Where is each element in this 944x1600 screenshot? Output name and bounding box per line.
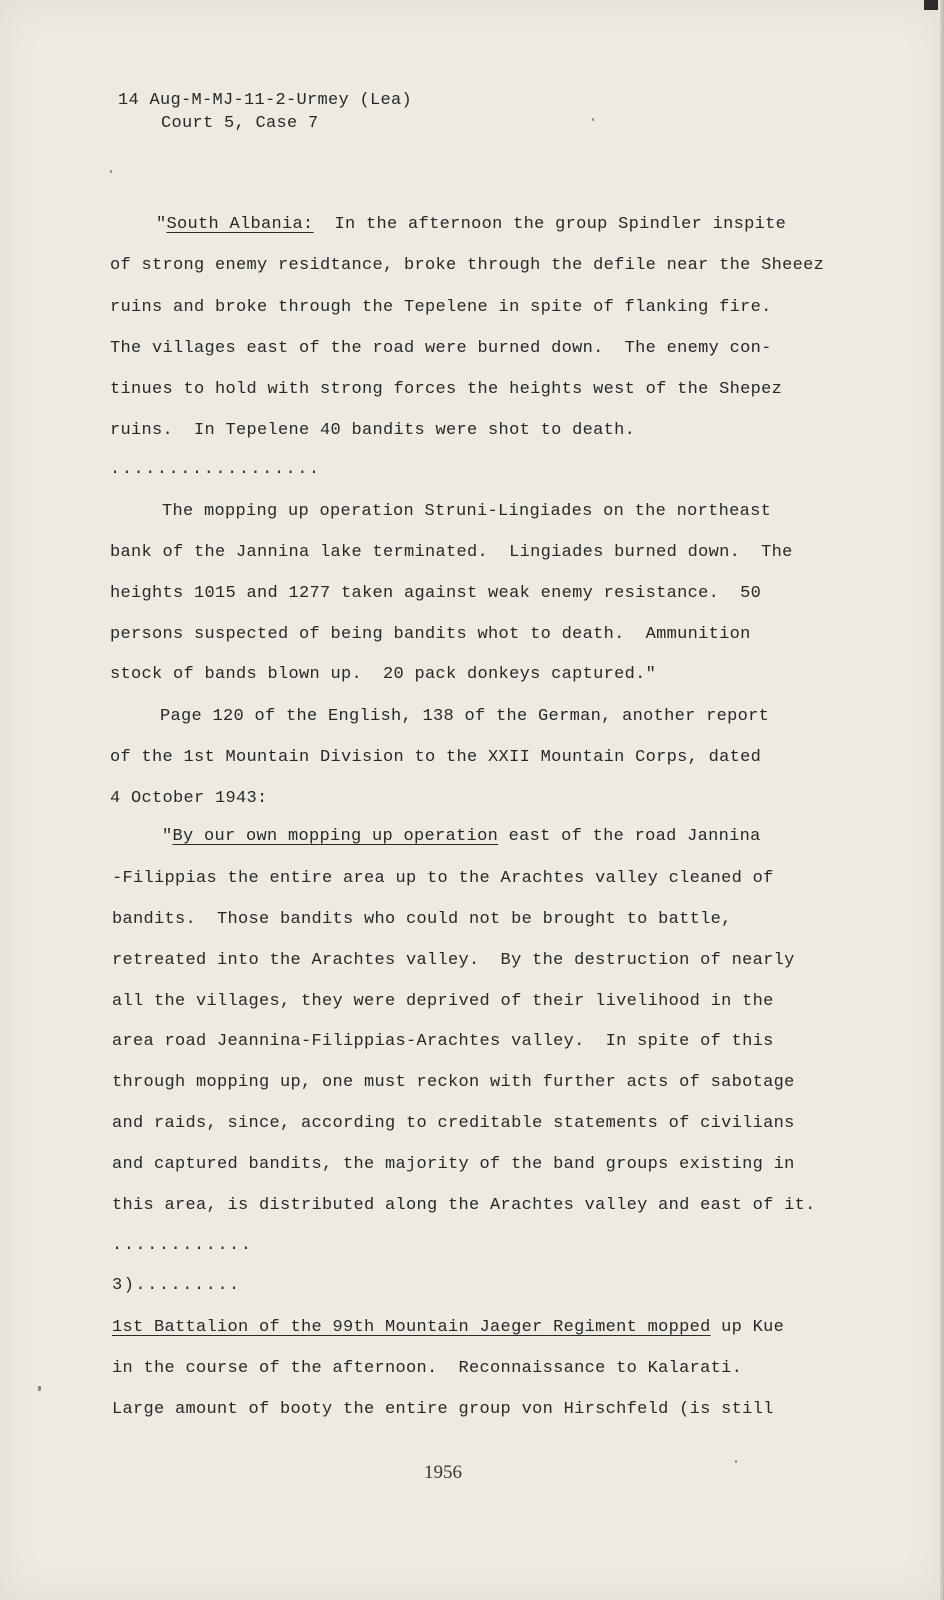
text-line: bandits. Those bandits who could not be brought to battle, <box>112 910 732 929</box>
text-line: of strong enemy residtance, broke through the defile near the Sheeez <box>110 256 825 275</box>
section-heading-south-albania: South Albania: <box>166 215 314 234</box>
text-line: bank of the Jannina lake terminated. Lingiades burned down. The <box>110 543 793 562</box>
text-line: -Filippias the entire area up to the Arachtes valley cleaned of <box>112 869 774 888</box>
text-line: of the 1st Mountain Division to the XXII Mountain Corps, dated <box>110 748 762 767</box>
text-line: all the villages, they were deprived of their livelihood in the <box>112 992 774 1011</box>
paper-speck <box>38 1386 41 1391</box>
line-text: up Kue <box>710 1318 785 1337</box>
text-line: Page 120 of the English, 138 of the German, another report <box>160 707 770 726</box>
page-number: 1956 <box>424 1462 462 1483</box>
line-text: east of the road Jannina <box>498 827 761 846</box>
text-line: retreated into the Arachtes valley. By the destruction of nearly <box>112 951 795 970</box>
paper-speck <box>735 1460 737 1463</box>
section-heading-mopping-up: By our own mopping up operation <box>172 827 499 846</box>
text-line: heights 1015 and 1277 taken against weak enemy resistance. 50 <box>110 584 762 603</box>
paragraph-battalion-line-1 <box>112 1318 784 1337</box>
text-line: 4 October 1943: <box>110 789 268 808</box>
text-line: through mopping up, one must reckon with further acts of sabotage <box>112 1073 795 1092</box>
header-court-case: Court 5, Case 7 <box>161 114 319 133</box>
paper-speck <box>110 170 112 173</box>
text-line: in the course of the afternoon. Reconnaissance to Kalarati. <box>112 1359 743 1378</box>
separator-dots: .................. <box>110 460 321 479</box>
text-line: this area, is distributed along the Arachtes valley and east of it. <box>112 1196 816 1215</box>
text-line: tinues to hold with strong forces the heights west of the Shepez <box>110 380 783 399</box>
text-line: stock of bands blown up. 20 pack donkeys captured." <box>110 665 657 684</box>
text-line: and raids, since, according to creditable statements of civilians <box>112 1114 795 1133</box>
text-line: persons suspected of being bandits whot to death. Ammunition <box>110 625 751 644</box>
paper-speck <box>592 118 594 121</box>
text-line: area road Jeannina-Filippias-Arachtes valley. In spite of this <box>112 1032 774 1051</box>
line-text: In the afternoon the group Spindler inspite <box>313 215 787 234</box>
corner-mark <box>924 0 938 10</box>
open-quote: " <box>156 215 167 234</box>
text-line: ruins. In Tepelene 40 bandits were shot to death. <box>110 421 636 440</box>
list-item-3: 3)......... <box>112 1276 241 1295</box>
paragraph-south-albania-line-1 <box>156 215 786 234</box>
separator-dots: ............ <box>112 1236 253 1255</box>
text-line: and captured bandits, the majority of the band groups existing in <box>112 1155 795 1174</box>
header-reference: 14 Aug-M-MJ-11-2-Urmey (Lea) <box>118 91 413 110</box>
text-line: Large amount of booty the entire group von Hirschfeld (is still <box>112 1400 774 1419</box>
section-heading-battalion: 1st Battalion of the 99th Mountain Jaeger Regiment mopped <box>112 1318 711 1337</box>
text-line: The mopping up operation Struni-Lingiades on the northeast <box>162 502 772 521</box>
open-quote: " <box>162 827 173 846</box>
text-line: ruins and broke through the Tepelene in spite of flanking fire. <box>110 298 772 317</box>
paragraph-mopping-line-1 <box>162 827 761 846</box>
page-edge <box>940 0 944 1600</box>
text-line: The villages east of the road were burned down. The enemy con- <box>110 339 772 358</box>
